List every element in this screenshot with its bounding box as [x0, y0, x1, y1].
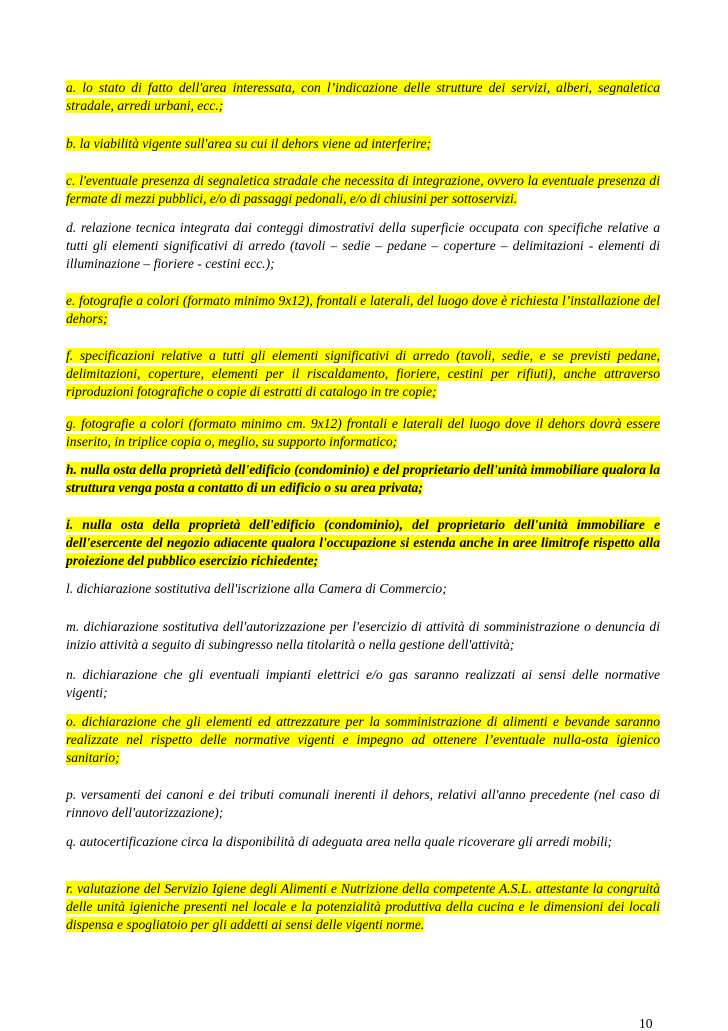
paragraph-f [66, 347, 660, 401]
paragraph-i-text: i. nulla osta della proprietà dell'edificio (condominio), del proprietario dell'unità immobiliare e dell'esercente del negozio adiacente qualora l'occupazione si estenda anche in aree limitrofe rispetto alla proiezione del pubblico esercizio richiedente; [66, 517, 660, 568]
paragraph-e [66, 292, 660, 328]
paragraph-d-text: d. relazione tecnica integrata dai conteggi dimostrativi della superficie occupata con specifiche relative a tutti gli elementi significativi di arredo (tavoli – sedie – pedane – coperture – delimitazioni - elementi di illuminazione – fioriere - cestini ecc.); [66, 220, 660, 271]
paragraph-o [66, 713, 660, 767]
paragraph-e-text: e. fotografie a colori (formato minimo 9x12), frontali e laterali, del luogo dove è richiesta l’installazione del dehors; [66, 293, 660, 326]
paragraph-r-text: r. valutazione del Servizio Igiene degli Alimenti e Nutrizione della competente A.S.L. attestante la congruità delle unità igieniche presenti nel locale e la potenzialità produttiva della cucina e le dimensioni dei locali dispensa e spogliatoio per gli addetti ai sensi delle vigenti norme. [66, 881, 660, 932]
paragraph-o-text: o. dichiarazione che gli elementi ed attrezzature per la somministrazione di alimenti e bevande saranno realizzate nel rispetto delle normative vigenti e impegno ad ottenere l’eventuale nulla-osta igienico sanitario; [66, 714, 660, 765]
paragraph-a [66, 79, 660, 115]
paragraph-p [66, 786, 660, 822]
paragraph-c-text: c. l'eventuale presenza di segnaletica stradale che necessita di integrazione, ovvero la eventuale presenza di fermate di mezzi pubblici, e/o di passaggi pedonali, e/o di chiusini per sottoservizi. [66, 173, 660, 206]
paragraph-d [66, 219, 660, 273]
paragraph-p-text: p. versamenti dei canoni e dei tributi comunali inerenti il dehors, relativi all'anno precedente (nel caso di rinnovo dell'autorizzazione); [66, 787, 660, 820]
page-number: 10 [639, 1016, 653, 1031]
paragraph-f-text: f. specificazioni relative a tutti gli elementi significativi di arredo (tavoli, sedie, e se previsti pedane, delimitazioni, coperture, elementi per il riscaldamento, fioriere, cestini per rifiuti), anche attraverso riproduzioni fotografiche o copie di estratti di catalogo in tre copie; [66, 348, 660, 399]
paragraph-r [66, 880, 660, 934]
paragraph-b [66, 135, 660, 153]
paragraph-g-text: g. fotografie a colori (formato minimo cm. 9x12) frontali e laterali del luogo dove il dehors dovrà essere inserito, in triplice copia o, meglio, su supporto informatico; [66, 416, 660, 449]
paragraph-m-text: m. dichiarazione sostitutiva dell'autorizzazione per l'esercizio di attività di somministrazione o denuncia di inizio attività a seguito di subingresso nella titolarità o nella gestione dell'attività; [66, 619, 660, 652]
paragraph-c [66, 172, 660, 208]
paragraph-m [66, 618, 660, 654]
paragraph-b-text: b. la viabilità vigente sull'area su cui il dehors viene ad interferire; [66, 136, 432, 151]
paragraph-q [66, 833, 660, 851]
paragraph-n [66, 666, 660, 702]
paragraph-q-text: q. autocertificazione circa la disponibilità di adeguata area nella quale ricoverare gli arredi mobili; [66, 834, 613, 849]
paragraph-h-text: h. nulla osta della proprietà dell'edificio (condominio) e del proprietario dell'unità immobiliare qualora la struttura venga posta a contatto di un edificio o su area privata; [66, 462, 660, 495]
paragraph-h [66, 461, 660, 497]
paragraph-l [66, 580, 660, 598]
paragraph-l-text: l. dichiarazione sostitutiva dell'iscrizione alla Camera di Commercio; [66, 581, 447, 596]
paragraph-n-text: n. dichiarazione che gli eventuali impianti elettrici e/o gas saranno realizzati ai sensi delle normative vigenti; [66, 667, 660, 700]
paragraph-i [66, 516, 660, 570]
paragraph-g [66, 415, 660, 451]
paragraph-a-text: a. lo stato di fatto dell'area interessata, con l’indicazione delle strutture dei servizi, alberi, segnaletica stradale, arredi urbani, ecc.; [66, 80, 660, 113]
